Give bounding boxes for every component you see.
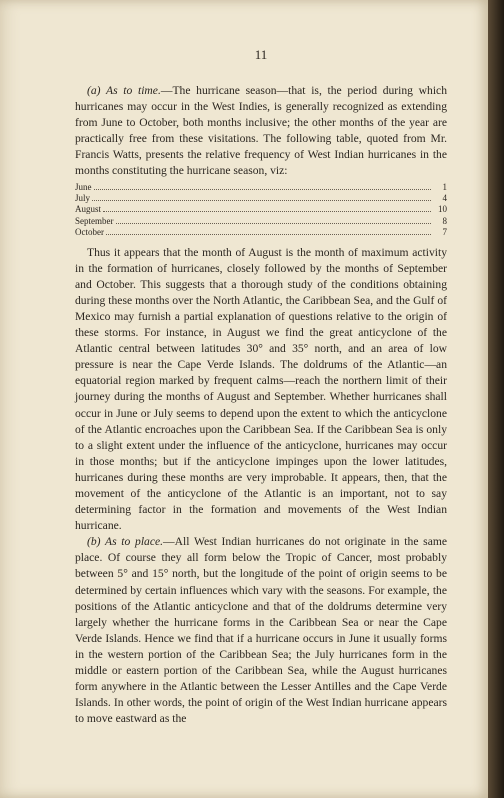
table-row: [75, 193, 447, 204]
hurricane-count: 10: [438, 204, 447, 215]
leader-dots: [94, 189, 432, 190]
paragraph-august-maximum: Thus it appears that the month of August is the month of maximum activity in the formation of hurricanes, closely followed by the months of September and October. This suggests that a thorough study of the conditions obtaining during these months over the North Atlantic, the Caribbean Sea, and the Gulf of Mexico may furnish a partial explanation of questions relative to the origin of these storms. For instance, in August we find the great anticyclone of the Atlantic central between latitudes 30° and 35° north, and an area of low pressure is near the Cape Verde Islands. The doldrums of the Atlantic—an equatorial region marked by frequent calms—reach the northern limit of their journey during the months of August and September. Whether hurricanes shall occur in June or July seems to depend upon the extent to which the anticyclone of the Atlantic encroaches upon the Caribbean Sea. If the Caribbean Sea is only to a slight extent under the influence of the anticyclone, hurricanes may occur in those months; but if the anticyclone impinges upon the lower latitudes, hurricanes during these months are very improbable. It appears, then, that the movement of the anticyclone of the Atlantic is an important, not to say determining factor in the formation and movements of the West Indian hurricane.: [75, 245, 447, 533]
hurricane-frequency-table: [75, 182, 447, 239]
hurricane-count: 1: [442, 181, 447, 192]
paragraph-as-to-place: [75, 534, 447, 727]
table-row: [75, 182, 447, 193]
hurricane-count: 7: [442, 227, 447, 238]
table-row: [75, 204, 447, 215]
leader-dots: [103, 211, 431, 212]
hurricane-count: 4: [442, 192, 447, 203]
page-number: 11: [254, 47, 268, 62]
table-row: [75, 216, 447, 227]
book-binding-edge: [488, 0, 504, 798]
leader-dots: [106, 234, 431, 235]
month-label: October: [75, 227, 104, 238]
hurricane-count: 8: [442, 215, 447, 226]
month-label: June: [75, 181, 92, 192]
leader-dots: [92, 200, 431, 201]
section-label-time: (a) As to time.: [87, 84, 161, 97]
paragraph-as-to-time: [75, 83, 447, 180]
table-row: [75, 227, 447, 238]
paragraph-text: —The hurricane season—that is, the period during which hurricanes may occur in the West Indies, is generally recognized as extending from June to October, both months inclusive; the other months of the year are practically free from these visitations. The following table, quoted from Mr. Francis Watts, presents the relative frequency of West Indian hurricanes in the months constituting the hurricane season, viz:: [75, 84, 447, 178]
section-label-place: (b) As to place.: [87, 535, 164, 549]
month-label: August: [75, 204, 102, 215]
month-label: September: [75, 215, 114, 226]
leader-dots: [116, 223, 432, 224]
month-label: July: [75, 192, 91, 203]
paragraph-text: —All West Indian hurricanes do not originate in the same place. Of course they all form below the Tropic of Cancer, most probably between 5° and 15° north, but the longitude of the point of origin seems to be determined by certain influences which vary with the seasons. For example, the positions of the Atlantic anticyclone and that of the doldrums determine very largely whether the hurricane forms in the Caribbean Sea or near the Cape Verde Islands. Hence we find that if a hurricane occurs in June it usually forms in the western portion of the Caribbean Sea; the July hurricanes form in the middle or eastern portion of the Caribbean Sea, while the August hurricanes form anywhere in the Atlantic between the Lesser Antilles and the Cape Verde Islands. In other words, the point of origin of the West Indian hurricane appears to move eastward as the: [75, 535, 447, 726]
page-content: [75, 47, 447, 727]
